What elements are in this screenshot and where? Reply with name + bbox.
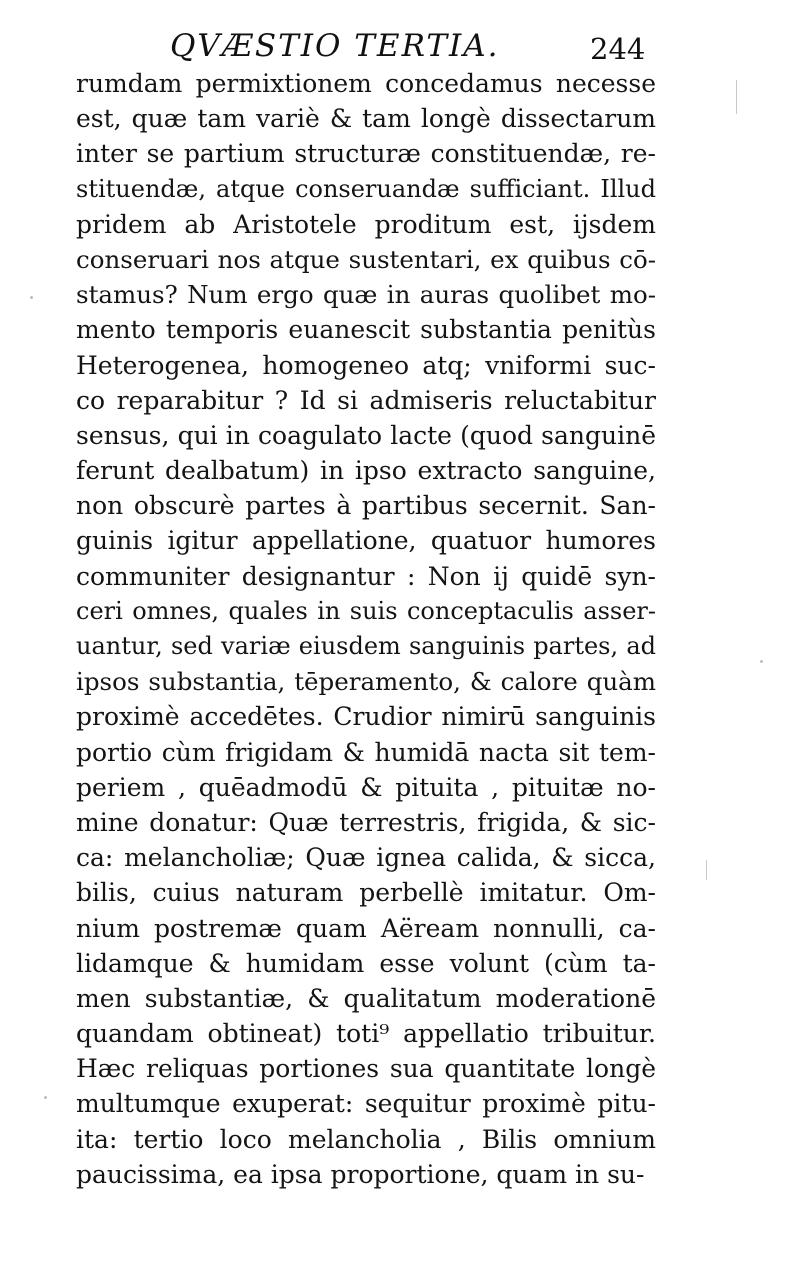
paper-mark xyxy=(736,80,737,114)
text-line: lidamque & humidam esse volunt (cùm ta- xyxy=(76,948,656,978)
text-line: stamus? Num ergo quæ in auras quolibet mo- xyxy=(76,280,656,310)
text-line: Heterogenea, homogeneo atq; vniformi suc- xyxy=(76,350,656,380)
text-line: nium postremæ quam Aëream nonnulli, ca- xyxy=(76,913,656,943)
text-line: guinis igitur appellatione, quatuor humores xyxy=(76,526,656,556)
body-text xyxy=(76,66,656,1192)
text-line: mine donatur: Quæ terrestris, frigida, & sic- xyxy=(76,807,656,837)
text-line: ca: melancholiæ; Quæ ignea calida, & sicca, xyxy=(76,843,656,873)
text-line: men substantiæ, & qualitatum moderationē xyxy=(76,983,656,1013)
text-line: quandam obtineat) toti⁹ appellatio tribuitur. xyxy=(76,1019,656,1049)
text-line: ipsos substantia, tēperamento, & calore quàm xyxy=(76,667,656,697)
paper-speck xyxy=(30,296,33,299)
text-line: ita: tertio loco melancholia , Bilis omnium xyxy=(76,1124,656,1154)
text-line: conseruari nos atque sustentari, ex quibus cō- xyxy=(76,244,656,274)
text-line: proximè accedētes. Crudior nimirū sanguinis xyxy=(76,702,656,732)
text-line: communiter designantur : Non ij quidē syn- xyxy=(76,561,656,591)
text-line: stituendæ, atque conseruandæ sufficiant. Illud xyxy=(76,174,656,203)
text-line: est, quæ tam variè & tam longè dissectarum xyxy=(76,104,656,134)
text-line: Hæc reliquas portiones sua quantitate longè xyxy=(76,1054,656,1084)
text-line: portio cùm frigidam & humidā nacta sit tem- xyxy=(76,737,656,767)
text-line: rumdam permixtionem concedamus necesse xyxy=(76,69,656,98)
text-line: multumque exuperat: sequitur proximè pitu- xyxy=(76,1089,656,1119)
text-line: sensus, qui in coagulato lacte (quod sanguinē xyxy=(76,420,656,450)
paper-speck xyxy=(44,1096,47,1099)
paper-speck xyxy=(760,660,763,663)
paper-mark xyxy=(706,860,707,880)
text-line: periem , quēadmodū & pituita , pituitæ no- xyxy=(76,772,656,802)
text-line: co reparabitur ? Id si admiseris reluctabitur xyxy=(76,385,656,415)
text-line: uantur, sed variæ eiusdem sanguinis partes, ad xyxy=(76,632,656,660)
text-line: bilis, cuius naturam perbellè imitatur. Om- xyxy=(76,878,656,908)
text-line: mento temporis euanescit substantia penitùs xyxy=(76,315,656,345)
text-line: paucissima, ea ipsa proportione, quam in su- xyxy=(76,1159,645,1189)
text-line: inter se partium structuræ constituendæ, re- xyxy=(76,139,656,169)
text-line: pridem ab Aristotele proditum est, ijsdem xyxy=(76,209,656,239)
text-line: non obscurè partes à partibus secernit. San- xyxy=(76,491,656,521)
text-line: ferunt dealbatum) in ipso extracto sanguine, xyxy=(76,456,656,486)
running-title: QVÆSTIO TERTIA. xyxy=(170,28,500,64)
text-line: ceri omnes, quales in suis conceptaculis asser- xyxy=(76,596,656,625)
page-number: 244 xyxy=(590,32,646,66)
